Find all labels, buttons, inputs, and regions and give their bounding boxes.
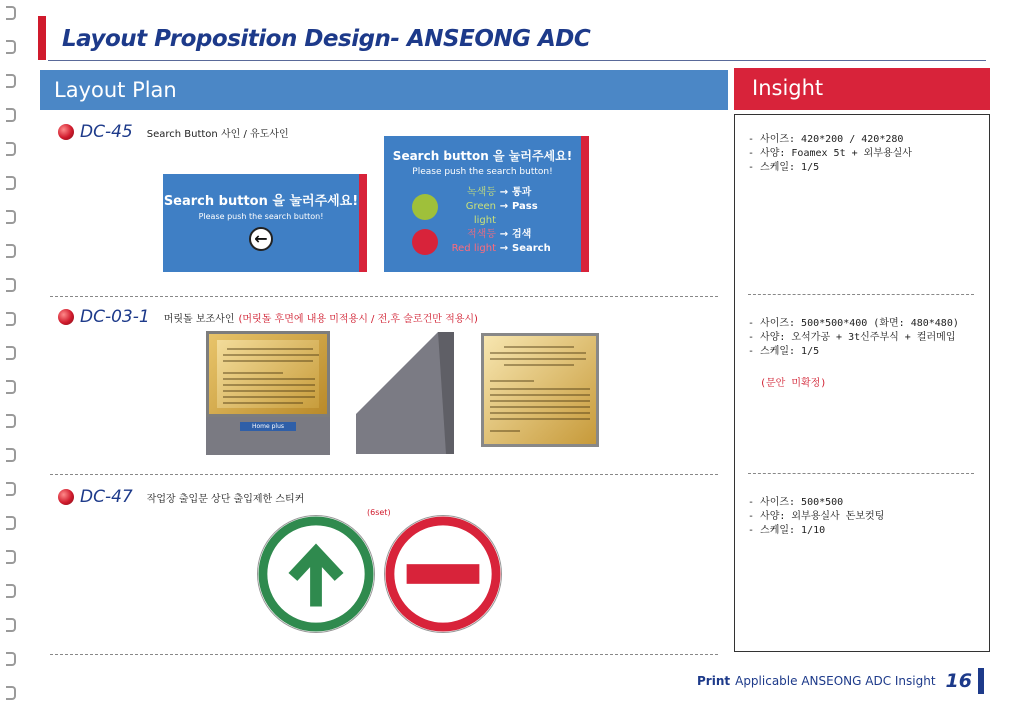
search-button-sign-large [384, 136, 589, 272]
item-description: 작업장 출입문 상단 출입제한 스티커 [146, 493, 305, 505]
red-light-en: Red light [451, 243, 496, 254]
green-light-kr: 녹색등 [467, 187, 496, 198]
insight-note-unconfirmed: (문안 미확정) [760, 378, 827, 389]
item-code: DC-47 [80, 487, 133, 507]
plan-divider-2 [50, 474, 718, 475]
footer-text: Applicable ANSEONG ADC Insight [735, 674, 936, 688]
insight-size: - 사이즈: 500*500*400 (화면: 480*480) [748, 318, 959, 329]
item-code: DC-03-1 [80, 307, 150, 327]
insight-size: - 사이즈: 420*200 / 420*280 [748, 134, 904, 145]
six-set-note: (6set) [367, 508, 391, 517]
cornerstone-side-view [356, 332, 454, 454]
green-light-en: Green light [465, 201, 496, 226]
plan-divider-1 [50, 296, 718, 297]
no-entry-icon [384, 515, 502, 633]
insight-scale: - 스케일: 1/5 [748, 162, 820, 173]
insight-spec: - 사양: Foamex 5t + 외부용실사 [748, 148, 912, 159]
cornerstone-plaque-view [481, 333, 599, 447]
search-button-sign-small [163, 174, 367, 272]
sign-english-text: Please push the search button! [198, 212, 324, 221]
kiosk-brand-label: Home plus [240, 422, 296, 431]
red-light-icon [412, 229, 438, 255]
page-number: 16 [945, 670, 972, 692]
insight-spec: - 사양: 오석가공 + 3t신주부식 + 컬러메입 [748, 332, 956, 343]
insight-list-dc-03-1 [748, 317, 959, 359]
binder-rings [6, 6, 20, 718]
green-light-icon [412, 194, 438, 220]
left-arrow-circle-icon: ← [249, 227, 273, 251]
title-accent-bar [38, 16, 46, 60]
item-heading-dc-45 [58, 122, 289, 142]
item-code: DC-45 [80, 122, 133, 142]
page-number-bar [978, 668, 984, 694]
title-divider [48, 60, 986, 61]
sign-korean-text: Search button 을 눌러주세요! [392, 149, 573, 163]
page-title: Layout Proposition Design- ANSEONG ADC [62, 26, 591, 52]
insight-spec: - 사양: 외부용실사 돈보컷팅 [748, 511, 885, 522]
insight-list-dc-47 [748, 496, 884, 538]
green-light-row: 녹색등 → 통과 Green light → Pass [412, 186, 538, 228]
insight-scale: - 스케일: 1/10 [748, 525, 826, 536]
insight-header: Insight [734, 68, 990, 110]
pass-kr: 통과 [512, 187, 532, 198]
bullet-icon [58, 124, 74, 140]
cornerstone-front-view [206, 331, 330, 455]
search-en: Search [512, 243, 551, 254]
pass-en: Pass [512, 201, 538, 212]
item-description: Search Button 사인 / 유도사인 [146, 128, 289, 140]
bullet-icon [58, 309, 74, 325]
insight-list-dc-45 [748, 133, 912, 175]
search-kr: 검색 [512, 229, 532, 240]
red-light-row: 적색등 → 검색 Red light → Search [412, 228, 551, 256]
insight-scale: - 스케일: 1/5 [748, 346, 820, 357]
up-arrow-icon [257, 515, 375, 633]
insight-divider-2 [748, 473, 974, 474]
insight-divider-1 [748, 294, 974, 295]
sign-english-text: Please push the search button! [412, 167, 553, 177]
bullet-icon [58, 489, 74, 505]
insight-size: - 사이즈: 500*500 [748, 497, 844, 508]
item-heading-dc-47 [58, 487, 304, 507]
footer-print-label: Print [697, 674, 731, 688]
red-light-kr: 적색등 [467, 229, 496, 240]
page-footer [697, 668, 984, 694]
item-description: 머릿돌 보조사인 [163, 313, 235, 325]
sign-korean-text: Search button 을 눌러주세요! [163, 194, 359, 209]
item-description-note: (머릿돌 후면에 내용 미적용시 / 전,후 술로건만 적용시) [238, 313, 478, 325]
layout-plan-header: Layout Plan [40, 70, 728, 110]
item-heading-dc-03-1 [58, 307, 478, 327]
plan-divider-3 [50, 654, 718, 655]
